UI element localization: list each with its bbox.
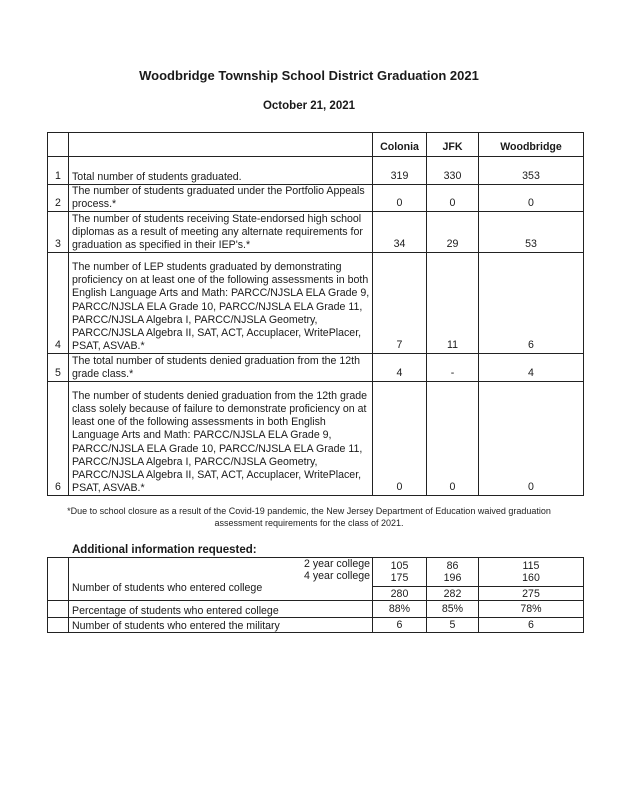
row-label: The number of students graduated under the Portfolio Appeals process.* [69, 185, 373, 212]
four-year-woodbridge: 160 [522, 572, 540, 584]
value-colonia: 0 [373, 382, 427, 496]
table-row [48, 212, 584, 253]
table-row [48, 157, 584, 185]
value-jfk: 0 [427, 185, 479, 212]
value-colonia: 6 [373, 618, 427, 633]
value-woodbridge: 0 [479, 382, 584, 496]
row-label: The number of LEP students graduated by demonstrating proficiency on at least one of the following assessments in both English Language Arts and Math: PARCC/NJSLA ELA Grade 9, PARCC/NJSLA ELA Grade 10, PARCC/NJSLA ELA Grade 11, PARCC/NJSLA Algebra I, PARCC/NJSLA Geometry, PARCC/NJSLA Algebra II, SAT, ACT, Accuplacer, WritePlacer, PSAT, ASVAB.* [69, 253, 373, 354]
row-number: 1 [48, 157, 69, 185]
column-header-jfk: JFK [427, 133, 479, 157]
value-woodbridge: 275 [479, 587, 584, 601]
value-jfk: 0 [427, 382, 479, 496]
document-title: Woodbridge Township School District Graduation 2021 [139, 68, 479, 83]
header-label-cell [69, 133, 373, 157]
table-row [48, 382, 584, 496]
value-colonia: 34 [373, 212, 427, 253]
row-number: 4 [48, 253, 69, 354]
college-breakdown-row [48, 558, 584, 587]
value-jfk: - [427, 354, 479, 382]
column-header-colonia: Colonia [373, 133, 427, 157]
additional-info-heading: Additional information requested: [72, 544, 257, 556]
two-year-college-label: 2 year college [304, 558, 370, 570]
row-number-empty [48, 601, 69, 618]
row-number: 2 [48, 185, 69, 212]
table-row [48, 354, 584, 382]
value-colonia: 280 [373, 587, 427, 601]
table-row [48, 253, 584, 354]
college-row-label-cell [69, 558, 373, 601]
college-breakdown-colonia [373, 558, 427, 587]
value-colonia: 88% [373, 601, 427, 618]
footnote-text: *Due to school closure as a result of the Covid-19 pandemic, the New Jersey Department of Education waived graduation assessment requirements for the class of 2021. [67, 506, 551, 528]
two-year-woodbridge: 115 [522, 560, 540, 572]
value-woodbridge: 53 [479, 212, 584, 253]
row-number: 5 [48, 354, 69, 382]
value-woodbridge: 353 [479, 157, 584, 185]
two-year-jfk: 86 [446, 560, 459, 572]
four-year-jfk: 196 [443, 572, 462, 584]
four-year-college-label: 4 year college [304, 570, 370, 582]
value-jfk: 29 [427, 212, 479, 253]
four-year-colonia: 175 [390, 572, 409, 584]
column-header-woodbridge: Woodbridge [479, 133, 584, 157]
value-jfk: 11 [427, 253, 479, 354]
value-colonia: 319 [373, 157, 427, 185]
value-woodbridge: 6 [479, 618, 584, 633]
header-num-cell [48, 133, 69, 157]
row-number: 3 [48, 212, 69, 253]
row-label: Total number of students graduated. [69, 157, 373, 185]
college-breakdown-jfk [427, 558, 479, 587]
table-row [48, 601, 584, 618]
row-label: The number of students denied graduation from the 12th grade class solely because of failure to demonstrate proficiency on at least one of the following assessments in both English Language Arts and Math: PARCC/NJSLA ELA Grade 9, PARCC/NJSLA ELA Grade 10, PARCC/NJSLA ELA Grade 11, PARCC/NJSLA Algebra I, PARCC/NJSLA Geometry, PARCC/NJSLA Algebra II, SAT, ACT, Accuplacer, WritePlacer, PSAT, ASVAB.* [69, 382, 373, 496]
value-woodbridge: 4 [479, 354, 584, 382]
table-header-row [48, 133, 584, 157]
covid-footnote [0, 505, 618, 529]
row-label: Number of students who entered the military [69, 618, 373, 633]
two-year-colonia: 105 [390, 560, 409, 572]
value-woodbridge: 78% [479, 601, 584, 618]
value-woodbridge: 6 [479, 253, 584, 354]
value-jfk: 282 [427, 587, 479, 601]
document-date: October 21, 2021 [262, 100, 356, 112]
row-number: 6 [48, 382, 69, 496]
row-number-empty [48, 618, 69, 633]
row-label: The total number of students denied graduation from the 12th grade class.* [69, 354, 373, 382]
row-label: Number of students who entered college [72, 582, 263, 594]
graduation-table [47, 132, 584, 496]
row-label: Percentage of students who entered college [69, 601, 373, 618]
value-colonia: 0 [373, 185, 427, 212]
row-number-empty [48, 558, 69, 601]
value-jfk: 5 [427, 618, 479, 633]
additional-info-table [47, 557, 584, 633]
value-jfk: 85% [427, 601, 479, 618]
table-row [48, 618, 584, 633]
value-woodbridge: 0 [479, 185, 584, 212]
value-jfk: 330 [427, 157, 479, 185]
value-colonia: 4 [373, 354, 427, 382]
table-row [48, 185, 584, 212]
row-label: The number of students receiving State-endorsed high school diplomas as a result of meeting any alternate requirements for graduation as specified in their IEP's.* [69, 212, 373, 253]
value-colonia: 7 [373, 253, 427, 354]
college-breakdown-woodbridge [479, 558, 584, 587]
